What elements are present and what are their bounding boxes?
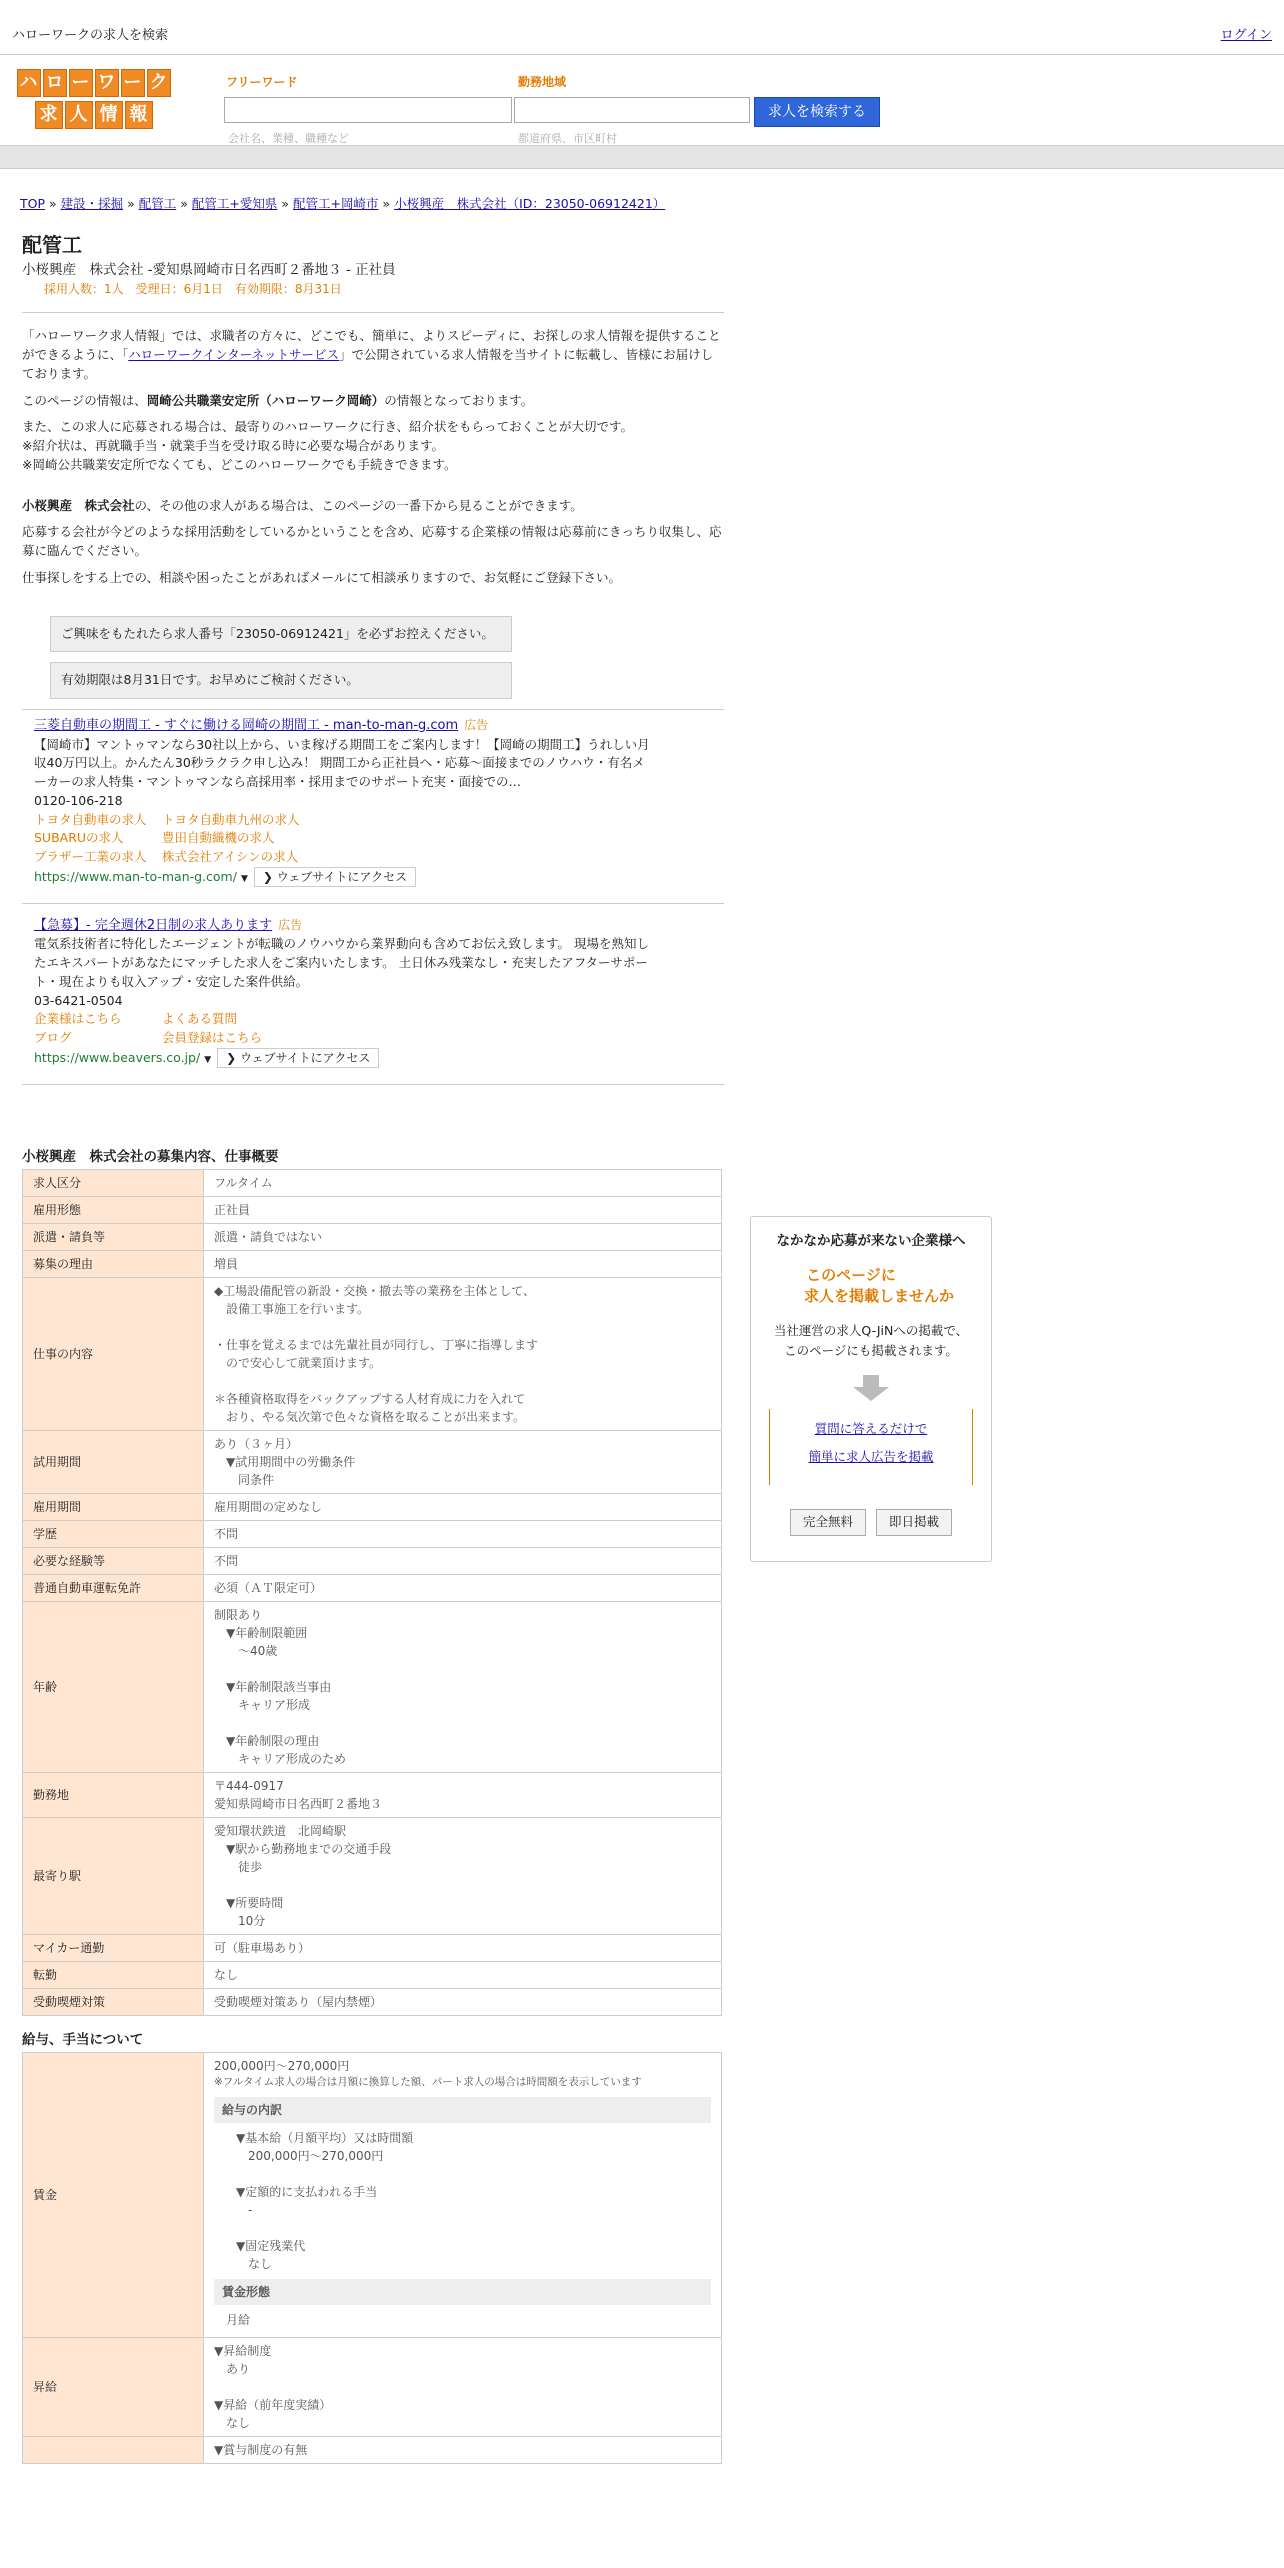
ad-title-link[interactable]: 三菱自動車の期間工 - すぐに働ける岡崎の期間工 - man-to-man-g.com (34, 718, 459, 733)
raise-line: ▼昇給（前年度実績） (214, 2398, 332, 2412)
row-value-line: あり（３ヶ月） (214, 1437, 299, 1451)
row-value (204, 1251, 722, 1278)
row-label: 雇用期間 (23, 1494, 204, 1521)
row-value-line: 派遣・請負ではない (214, 1230, 323, 1244)
row-value-line: ▼年齢制限の理由 (214, 1734, 320, 1748)
breadcrumb (0, 169, 1284, 214)
table-row (23, 1818, 722, 1935)
logo-letter: ワ (95, 69, 119, 97)
row-value (204, 1170, 722, 1197)
job-meta: 採用人数：1人 受理日：6月1日 有効期限：8月31日 (44, 282, 342, 297)
row-label: 昇給 (23, 2338, 204, 2437)
table-row (23, 1197, 722, 1224)
free-word-label: フリーワード (226, 75, 298, 89)
row-value-line: キャリア形成 (214, 1698, 311, 1712)
area-hint: 都道府県、市区町村 (518, 132, 617, 145)
logo-letter: ー (121, 69, 145, 97)
wage-breakdown-line: - (236, 2203, 253, 2217)
promo-link-questions[interactable]: 質問に答えるだけで (814, 1421, 928, 1437)
wage-breakdown-line (236, 2219, 711, 2237)
row-value (204, 1575, 722, 1602)
promo-heading: なかなか応募が来ない企業様へ (776, 1233, 966, 1249)
logo-letter: ハ (17, 69, 41, 97)
row-value-line: ▼試用期間中の労働条件 (214, 1455, 356, 1469)
divider (22, 903, 724, 904)
logo-letter: ー (69, 69, 93, 97)
raise-line (214, 2378, 711, 2396)
table-row (23, 1773, 722, 1818)
ad-sitelink[interactable]: 豊田自動織機の求人 (162, 830, 275, 846)
row-value-line: キャリア形成のため (214, 1752, 347, 1766)
top-bar (0, 0, 1284, 55)
wage-type: 月給 (226, 2313, 251, 2327)
table-row (23, 1521, 722, 1548)
wage-type-heading: 賃金形態 (214, 2279, 711, 2305)
ad-phone[interactable]: 0120-106-218 (34, 792, 123, 808)
ad-sitelink[interactable]: ブラザー工業の求人 (34, 849, 147, 864)
row-value-line: おり、やる気次第で色々な資格を取ることが出来ます。 (214, 1410, 526, 1424)
row-label: 転勤 (23, 1962, 204, 1989)
expiry-notice: 有効期限は8月31日です。お早めにご検討ください。 (50, 662, 512, 699)
research-note: 応募する会社が今どのような採用活動をしているかということを含め、応募する企業様の情報は応募前にきっちり収集し、応募に臨んでください。 (22, 524, 722, 558)
row-value-line: ＊各種資格取得をバックアップする人材育成に力を入れて (214, 1392, 526, 1406)
row-value-line (214, 1372, 711, 1390)
row-value (204, 2338, 722, 2437)
row-label (23, 2437, 204, 2464)
row-value-line: 必須（ＡＴ限定可） (214, 1581, 323, 1595)
free-word-hint: 会社名、業種、職種など (228, 132, 349, 145)
ad-sitelink-row (34, 1029, 654, 1048)
free-word-input[interactable] (224, 97, 512, 123)
row-label: 最寄り駅 (23, 1818, 204, 1935)
visit-website-button[interactable]: ❯ ウェブサイトにアクセス (254, 867, 416, 887)
row-label: 試用期間 (23, 1431, 204, 1494)
logo-letter: 人 (65, 101, 93, 129)
logo-letter: ロ (43, 69, 67, 97)
row-value-line (214, 1318, 711, 1336)
ad-description: 電気系技術者に特化したエージェントが転職のノウハウから業界動向も含めてお伝え致します。 現場を熟知したエキスパートがあなたにマッチした求人をご案内いたします。 土日休み残業なし・充実したアフターサポート・現在よりも収入アップ・安定した案件供給。 (34, 936, 649, 989)
row-label: 仕事の内容 (23, 1278, 204, 1431)
table-row (23, 1602, 722, 1773)
wage-breakdown (214, 2129, 711, 2273)
row-value-line: 設備工事施工を行います。 (214, 1302, 370, 1316)
ad-phone[interactable]: 03-6421-0504 (34, 992, 123, 1008)
ad-title-row (34, 916, 654, 936)
row-value-line: 受動喫煙対策あり（屋内禁煙） (214, 1995, 383, 2009)
divider (22, 312, 724, 313)
row-value-line: 徒歩 (214, 1860, 263, 1874)
logo-letter: 情 (95, 101, 123, 129)
row-value-line (214, 1714, 711, 1732)
ad-sitelink[interactable]: トヨタ自動車の求人 (34, 811, 147, 827)
table-row (23, 1575, 722, 1602)
intro-paragraph: 「ハローワーク求人情報」では、求職者の方々に、どこでも、簡単に、よりスピーディに、お探しの求人情報を提供することができるように、「ハローワークインターネットサービス」で公開されている求人情報を当サイトに転載し、皆様にお届けしております。 (22, 328, 721, 381)
wage-note: ※フルタイム求人の場合は月額に換算した額、パート求人の場合は時間額を表示しています (214, 2076, 642, 2089)
job-overview-table (22, 1169, 722, 2016)
logo-letter: 報 (125, 101, 153, 129)
ad-title-row (34, 716, 654, 736)
ad-url[interactable]: https://www.man-to-man-g.com/ (34, 868, 237, 884)
job-number-notice: ご興味をもたれたら求人番号「23050-06912421」を必ずお控えください。 (50, 616, 512, 653)
row-value-line: ・仕事を覚えるまでは先輩社員が同行し、丁寧に指導します (214, 1338, 539, 1352)
ad-url-row (34, 1048, 654, 1068)
dropdown-caret-icon[interactable]: ▼ (204, 1054, 212, 1065)
row-value (204, 1602, 722, 1773)
row-value (204, 1989, 722, 2016)
row-value-line: 〜40歳 (214, 1644, 278, 1658)
ad-sitelink[interactable]: 企業様はこちら (34, 1011, 122, 1027)
row-value (204, 1494, 722, 1521)
raise-line: ▼昇給制度 (214, 2344, 272, 2358)
ad-badge: 広告 (464, 718, 489, 732)
ad-sitelink[interactable]: トヨタ自動車九州の求人 (162, 811, 300, 827)
row-value-line: ▼駅から勤務地までの交通手段 (214, 1842, 392, 1856)
promo-description: 当社運営の求人Q-JiNへの掲載で、 このページにも掲載されます。 (773, 1323, 969, 1359)
table-row (23, 1989, 722, 2016)
area-input[interactable] (514, 97, 750, 123)
job-subtitle: 小桜興産 株式会社 -愛知県岡崎市日名西町２番地３ - 正社員 (22, 262, 396, 278)
table-row (23, 1224, 722, 1251)
breadcrumb-link[interactable]: 配管工+愛知県 (191, 196, 278, 211)
area-label: 勤務地域 (518, 75, 567, 89)
breadcrumb-link[interactable]: 配管工 (138, 196, 177, 211)
row-value (204, 1818, 722, 1935)
row-value (204, 2437, 722, 2464)
hellowork-internet-link[interactable]: ハローワークインターネットサービス (128, 347, 340, 362)
logo-letter: ク (147, 69, 171, 97)
row-value-line: なし (214, 1968, 239, 1982)
row-label: 勤務地 (23, 1773, 204, 1818)
sponsored-ad (22, 716, 654, 887)
breadcrumb-separator: » (123, 196, 139, 211)
row-value-line (214, 1660, 711, 1678)
wage-breakdown-line: 200,000円〜270,000円 (236, 2149, 384, 2163)
ad-title-link[interactable]: 【急募】- 完全週休2日制の求人あります (34, 917, 273, 933)
row-value-line: 正社員 (214, 1203, 251, 1217)
row-label: 年齢 (23, 1602, 204, 1773)
row-value-line (214, 1876, 711, 1894)
row-value-line: 10分 (214, 1914, 266, 1928)
row-value-line: フルタイム (214, 1176, 273, 1190)
table-row (23, 2338, 722, 2437)
table-row (23, 1431, 722, 1494)
wage-breakdown-line: ▼基本給（月額平均）又は時間額 (236, 2131, 414, 2145)
row-value-line: 不問 (214, 1554, 239, 1568)
row-value-line: 可（駐車場あり） (214, 1941, 311, 1955)
section-heading-wage: 給与、手当について (22, 2032, 144, 2048)
row-value-line: 〒444-0917 (214, 1779, 284, 1793)
row-value-line: ▼年齢制限該当事由 (214, 1680, 332, 1694)
sponsored-ad (22, 916, 654, 1068)
ad-sitelink[interactable]: ブログ (34, 1030, 72, 1045)
page-title: 配管工 (22, 233, 82, 257)
row-value (204, 1935, 722, 1962)
ad-badge: 広告 (278, 917, 303, 932)
table-row (23, 1251, 722, 1278)
row-value (204, 1431, 722, 1494)
table-row (23, 1935, 722, 1962)
row-value (204, 1197, 722, 1224)
search-button[interactable]: 求人を検索する (754, 97, 880, 127)
table-row (23, 2053, 722, 2338)
row-label: 学歴 (23, 1521, 204, 1548)
site-title: ハローワークの求人を検索 (12, 28, 169, 43)
promo-buttons (751, 1509, 991, 1536)
row-label: 雇用形態 (23, 1197, 204, 1224)
ad-sitelink-row (34, 848, 654, 867)
table-row (23, 1494, 722, 1521)
apply-note-2: ※紹介状は、再就職手当・就業手当を受け取る時に必要な場合があります。 (22, 438, 444, 453)
table-row (23, 1548, 722, 1575)
row-value-line: 不問 (214, 1527, 239, 1541)
visit-website-button[interactable]: ❯ ウェブサイトにアクセス (217, 1048, 379, 1068)
ad-sitelink-row (34, 811, 654, 830)
raise-line: あり (214, 2362, 251, 2376)
ad-sitelink[interactable]: SUBARUの求人 (34, 830, 124, 846)
section-heading-overview: 小桜興産 株式会社の募集内容、仕事概要 (22, 1148, 279, 1165)
wage-breakdown-line: ▼定額的に支払われる手当 (236, 2185, 378, 2199)
ad-sitelink[interactable]: よくある質問 (162, 1011, 238, 1027)
employer-promo-box (750, 1216, 992, 1562)
row-label: マイカー通勤 (23, 1935, 204, 1962)
row-value-line: ▼所要時間 (214, 1896, 284, 1910)
logo-letter: 求 (35, 101, 63, 129)
ad-sitelink-row (34, 1010, 654, 1029)
ad-description: 【岡崎市】マントゥマンなら30社以上から、いま稼げる期間工をご案内します！【岡崎の期間工】うれしい月収40万円以上。かんたん30秒ラクラク申し込み！ 期間工から正社員へ・応募～面接までのノウハウ・有名メーカーの求人特集・マントゥマンなら高採用率・採用までのサポート充実・面接での… (34, 736, 650, 789)
promo-link-post-ad[interactable]: 簡単に求人広告を掲載 (808, 1449, 934, 1465)
row-value-line: ので安心して就業頂けます。 (214, 1356, 382, 1370)
breadcrumb-separator: » (176, 196, 192, 211)
row-value (204, 2053, 722, 2338)
breadcrumb-link[interactable]: 建設・採掘 (60, 196, 124, 211)
wage-breakdown-line: ▼固定残業代 (236, 2239, 306, 2253)
table-row (23, 1170, 722, 1197)
hellowork-logo[interactable] (6, 69, 181, 127)
table-row (23, 1278, 722, 1431)
table-row (23, 2437, 722, 2464)
main-content (22, 230, 724, 2464)
wage-breakdown-heading: 給与の内訳 (214, 2097, 711, 2123)
row-value (204, 1224, 722, 1251)
breadcrumb-separator: » (378, 196, 395, 211)
row-value (204, 1521, 722, 1548)
row-value-line: 制限あり (214, 1608, 263, 1622)
consult-note: 仕事探しをする上での、相談や困ったことがあればメールにて相談承りますので、お気軽にご登録下さい。 (22, 569, 622, 585)
breadcrumb-link[interactable]: 小桜興産 株式会社（ID：23050-06912421） (394, 196, 666, 211)
promo-offer: このページに 求人を掲載しませんか (803, 1266, 954, 1306)
row-value (204, 1773, 722, 1818)
same-day-button[interactable]: 即日掲載 (876, 1509, 952, 1536)
divider (22, 709, 724, 710)
bonus-line: ▼賞与制度の有無 (214, 2443, 308, 2457)
down-arrow-icon (853, 1387, 889, 1401)
row-label: 受動喫煙対策 (23, 1989, 204, 2016)
row-label: 募集の理由 (23, 1251, 204, 1278)
row-value (204, 1962, 722, 1989)
divider-band (0, 145, 1284, 169)
breadcrumb-separator: » (45, 196, 61, 211)
row-value-line: ▼年齢制限範囲 (214, 1626, 308, 1640)
table-row (23, 1962, 722, 1989)
raise-line: なし (214, 2416, 251, 2430)
row-value-line: 増員 (214, 1257, 239, 1271)
ad-sitelink[interactable]: 株式会社アイシンの求人 (162, 849, 299, 864)
row-value (204, 1548, 722, 1575)
row-label: 派遣・請負等 (23, 1224, 204, 1251)
apply-note: また、この求人に応募される場合は、最寄りのハローワークに行き、紹介状をもらっておくことが大切です。 (22, 419, 634, 435)
header (0, 55, 1284, 145)
row-value-line: 愛知環状鉄道 北岡崎駅 (214, 1824, 347, 1838)
row-value-line: 同条件 (214, 1473, 275, 1487)
wage-range: 200,000円〜270,000円 (214, 2059, 350, 2074)
wage-table (22, 2052, 722, 2464)
row-value-line: 愛知県岡崎市日名西町２番地３ (214, 1797, 383, 1811)
row-label: 必要な経験等 (23, 1548, 204, 1575)
other-jobs-note: 小桜興産 株式会社の、その他の求人がある場合は、このページの一番下から見ることができます。 (22, 497, 583, 513)
row-label: 求人区分 (23, 1170, 204, 1197)
ad-sitelink[interactable]: 会員登録はこちら (162, 1030, 263, 1045)
apply-note-3: ※岡崎公共職業安定所でなくても、どこのハローワークでも手続きできます。 (22, 456, 457, 472)
ad-url-row (34, 867, 654, 887)
ad-url[interactable]: https://www.beavers.co.jp/ (34, 1049, 201, 1065)
row-value-line: 雇用期間の定めなし (214, 1500, 323, 1514)
row-value-line: ◆工場設備配管の新設・交換・撤去等の業務を主体として、 (214, 1284, 535, 1298)
dropdown-caret-icon[interactable]: ▼ (240, 873, 248, 884)
login-link[interactable]: ログイン (1220, 28, 1272, 43)
row-label: 普通自動車運転免許 (23, 1575, 204, 1602)
promo-links (769, 1409, 973, 1485)
free-button[interactable]: 完全無料 (790, 1509, 866, 1536)
wage-breakdown-line: なし (236, 2257, 273, 2271)
wage-breakdown-line (236, 2165, 711, 2183)
breadcrumb-link[interactable]: 配管工+岡崎市 (292, 196, 379, 211)
source-paragraph: このページの情報は、岡崎公共職業安定所（ハローワーク岡崎）の情報となっております。 (22, 392, 534, 408)
row-label: 賃金 (23, 2053, 204, 2338)
row-value (204, 1278, 722, 1431)
breadcrumb-link[interactable]: TOP (20, 196, 46, 211)
ad-sitelink-row (34, 829, 654, 848)
breadcrumb-separator: » (277, 196, 293, 211)
